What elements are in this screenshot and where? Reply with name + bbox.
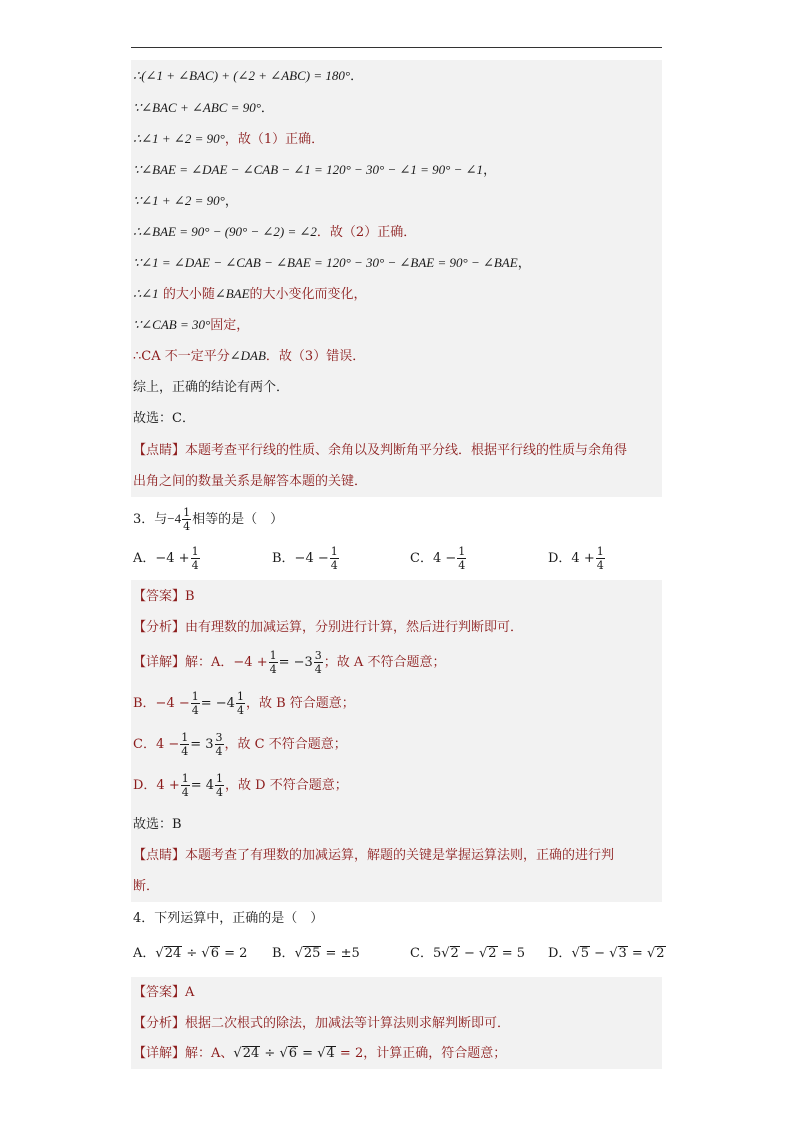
- solution-line: ∴∠BAE = 90° − (90° − ∠2) = ∠2．故（2）正确．: [133, 224, 417, 240]
- answer-line: 【答案】A: [133, 985, 195, 1000]
- option-a[interactable]: A．√24 ÷ √6 = 2: [133, 946, 248, 961]
- question-4-stem: 4．下列运算中，正确的是（ ）: [133, 911, 324, 926]
- option-c[interactable]: C．4 − $\frac{1}{4}$: [410, 545, 466, 572]
- question-4-options: [133, 934, 665, 974]
- solution-line: 故选：C．: [133, 411, 195, 426]
- detail-line-a: 【详解】解：A．−4 + $\frac{1}{4}$ = −3 $\frac{3}{4}$ ；故 A 不符合题意；: [133, 649, 446, 676]
- solution-line: ∵∠BAE = ∠DAE − ∠CAB − ∠1 = 120° − 30° − ∠1 = 90° − ∠1，: [133, 162, 497, 178]
- detail-line-b: B．−4 − $\frac{1}{4}$ = −4 $\frac{1}{4}$ ，故 B 符合题意；: [133, 690, 355, 717]
- detail-line-d: D．4 + $\frac{1}{4}$ = 4 $\frac{1}{4}$ ，故 D 不符合题意；: [133, 772, 348, 799]
- analysis-line: 【分析】根据二次根式的除法，加减法等计算法则求解判断即可．: [133, 1016, 511, 1031]
- option-d[interactable]: D．√5 − √3 = √2: [548, 946, 665, 961]
- solution-line: ∵∠CAB = 30°固定，: [133, 317, 250, 333]
- solution-line: ∵∠BAC + ∠ABC = 90°．: [133, 100, 274, 116]
- option-c[interactable]: C．5√2 − √2 = 5: [410, 946, 525, 961]
- solution-line: ∵∠1 = ∠DAE − ∠CAB − ∠BAE = 120° − 30° − ∠BAE = 90° − ∠BAE，: [133, 255, 531, 271]
- detail-line-c: C．4 − $\frac{1}{4}$ = 3 $\frac{3}{4}$ ，故 C 不符合题意；: [133, 731, 347, 758]
- option-b[interactable]: B．−4 − $\frac{1}{4}$: [272, 545, 338, 572]
- choose-line: 故选：B: [133, 817, 182, 832]
- answer-line: 【答案】B: [133, 589, 195, 604]
- question-3-stem: 3．与−4 $\frac{1}{4}$ 相等的是（ ）: [133, 506, 284, 533]
- tip-line: 断．: [133, 879, 160, 894]
- solution-line: ∴CA 不一定平分∠DAB．故（3）错误．: [133, 348, 366, 364]
- option-d[interactable]: D．4 + $\frac{1}{4}$: [548, 545, 604, 572]
- solution-line: ∴(∠1 + ∠BAC) + (∠2 + ∠ABC) = 180°．: [133, 68, 364, 84]
- tip-line: 出角之间的数量关系是解答本题的关键．: [133, 474, 368, 489]
- option-b[interactable]: B．√25 = ±5: [272, 946, 360, 961]
- tip-line: 【点睛】本题考查平行线的性质、余角以及判断角平分线．根据平行线的性质与余角得: [133, 443, 628, 458]
- analysis-line: 【分析】由有理数的加减运算，分别进行计算，然后进行判断即可．: [133, 620, 524, 635]
- detail-line: 【详解】解：A、√24 ÷ √6 = √4 = 2，计算正确，符合题意；: [133, 1046, 507, 1061]
- solution-line: ∴∠1 + ∠2 = 90°，故（1）正确．: [133, 131, 325, 147]
- question-3-options: [133, 539, 660, 579]
- solution-line: 综上，正确的结论有两个．: [133, 380, 290, 395]
- option-a[interactable]: A．−4 + $\frac{1}{4}$: [133, 545, 199, 572]
- tip-line: 【点睛】本题考查了有理数的加减运算，解题的关键是掌握运算法则，正确的进行判: [133, 848, 615, 863]
- solution-line: ∴∠1 的大小随∠BAE的大小变化而变化，: [133, 286, 367, 302]
- solution-line: ∵∠1 + ∠2 = 90°，: [133, 193, 238, 209]
- header-rule: [131, 47, 662, 48]
